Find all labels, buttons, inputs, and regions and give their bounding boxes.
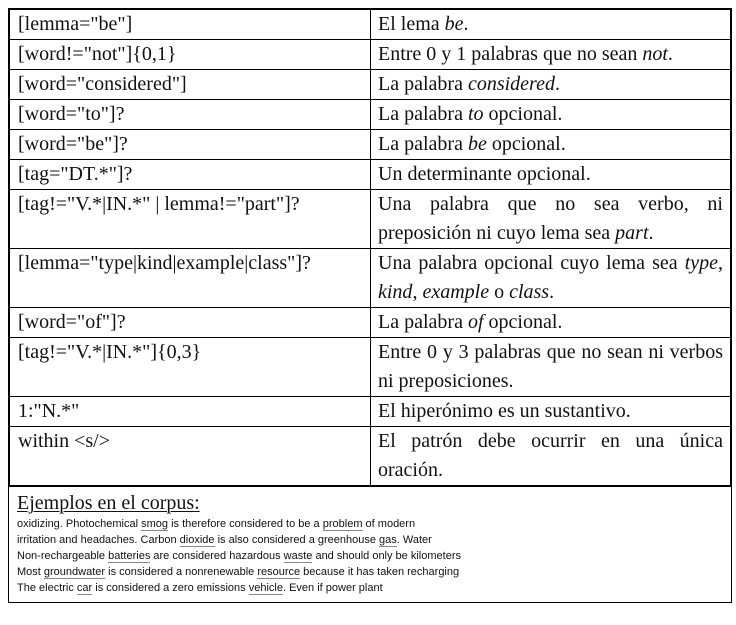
italic-term: to (467, 103, 484, 125)
description-text: El hiperónimo es un sustantivo. (378, 400, 631, 422)
example-line (17, 532, 723, 548)
description-text: Entre 0 y 1 palabras que no sean (378, 43, 643, 65)
description-cell (371, 160, 731, 190)
rules-table (9, 9, 731, 486)
pattern-cell: 1:"N.*" (10, 397, 371, 427)
description-text: Una palabra que no sea verbo, ni preposición ni cuyo lema sea (378, 193, 723, 244)
description-text: El patrón debe ocurrir en una única oración. (378, 430, 723, 481)
highlighted-term: car (76, 582, 93, 594)
pattern-cell: within <s/> (10, 427, 371, 486)
italic-term: be (444, 13, 464, 35)
italic-term: class (509, 281, 550, 303)
rule-row (10, 70, 731, 100)
description-text: Entre 0 y 3 palabras que no sean ni verbos ni preposiciones. (378, 341, 723, 392)
description-text: La palabra (378, 311, 468, 333)
description-text: . (554, 73, 560, 95)
rule-row (10, 338, 731, 397)
description-text: o (489, 281, 510, 303)
description-text: opcional. (486, 133, 566, 155)
description-text: El lema (378, 13, 445, 35)
description-text: Una palabra opcional cuyo lema sea (378, 252, 685, 274)
italic-term: be (467, 133, 487, 155)
highlighted-term: gas (379, 534, 397, 546)
example-line (17, 564, 723, 580)
description-cell (371, 70, 731, 100)
italic-term: kind (378, 281, 413, 303)
example-text: The electric (17, 582, 77, 594)
description-cell (371, 40, 731, 70)
rules-body (10, 10, 731, 486)
description-cell (371, 10, 731, 40)
description-cell (371, 397, 731, 427)
example-text: is therefore considered to be a (168, 518, 323, 530)
example-text: is considered a nonrenewable (105, 566, 258, 578)
description-cell (371, 308, 731, 338)
italic-term: considered (467, 73, 555, 95)
description-text: La palabra (378, 133, 468, 155)
description-cell (371, 427, 731, 486)
description-text: . (667, 43, 673, 65)
pattern-cell: [word="to"]? (10, 100, 371, 130)
rule-row (10, 397, 731, 427)
example-text: is considered a zero emissions (92, 582, 249, 594)
highlighted-term: vehicle (248, 582, 283, 594)
rule-row (10, 100, 731, 130)
example-text: of modern (362, 518, 416, 530)
example-text: is also considered a greenhouse (214, 534, 380, 546)
rule-row (10, 160, 731, 190)
highlighted-term: groundwater (43, 566, 106, 578)
description-cell (371, 249, 731, 308)
italic-term: not (642, 43, 668, 65)
pattern-cell: [word!="not"]{0,1} (10, 40, 371, 70)
highlighted-term: dioxide (179, 534, 215, 546)
pattern-cell: [lemma="be"] (10, 10, 371, 40)
example-text: Non-rechargeable (17, 550, 109, 562)
description-cell (371, 190, 731, 249)
example-text: are considered hazardous (150, 550, 284, 562)
pattern-cell: [word="be"]? (10, 130, 371, 160)
pattern-cell: [tag!="V.*|IN.*"]{0,3} (10, 338, 371, 397)
highlighted-term: waste (283, 550, 313, 562)
example-line (17, 516, 723, 532)
description-text: . (648, 222, 654, 244)
description-text: opcional. (483, 103, 563, 125)
rule-row (10, 190, 731, 249)
rule-row (10, 249, 731, 308)
examples-lines (17, 516, 723, 596)
italic-term: type (684, 252, 718, 274)
description-text: . (549, 281, 555, 303)
rule-row (10, 130, 731, 160)
italic-term: example (422, 281, 490, 303)
description-cell (371, 100, 731, 130)
example-text: oxidizing. Photochemical (17, 518, 142, 530)
example-text: irritation and headaches. Carbon (17, 534, 180, 546)
examples-title: Ejemplos en el corpus: (17, 492, 200, 514)
description-text: , (412, 281, 423, 303)
description-text: Un determinante opcional. (378, 163, 591, 185)
pattern-cell: [lemma="type|kind|example|class"]? (10, 249, 371, 308)
example-line (17, 580, 723, 596)
corpus-examples (9, 486, 731, 602)
highlighted-term: smog (141, 518, 169, 530)
description-text: La palabra (378, 73, 468, 95)
italic-term: part (615, 222, 649, 244)
italic-term: of (467, 311, 484, 333)
pattern-cell: [word="considered"] (10, 70, 371, 100)
description-text: , (718, 252, 723, 274)
rule-row (10, 10, 731, 40)
highlighted-term: problem (322, 518, 363, 530)
pattern-cell: [tag!="V.*|IN.*" | lemma!="part"]? (10, 190, 371, 249)
description-text: opcional. (483, 311, 563, 333)
description-cell (371, 130, 731, 160)
description-text: . (463, 13, 469, 35)
description-cell (371, 338, 731, 397)
example-text: because it has taken recharging (300, 566, 460, 578)
example-text: . Even if power plant (282, 582, 383, 594)
example-text: and should only be kilometers (312, 550, 461, 562)
pattern-cell: [word="of"]? (10, 308, 371, 338)
example-line (17, 548, 723, 564)
rule-row (10, 427, 731, 486)
example-text: . Water (396, 534, 432, 546)
highlighted-term: resource (257, 566, 301, 578)
rule-row (10, 40, 731, 70)
pattern-cell: [tag="DT.*"]? (10, 160, 371, 190)
example-text: Most (17, 566, 44, 578)
rule-row (10, 308, 731, 338)
highlighted-term: batteries (108, 550, 151, 562)
description-text: La palabra (378, 103, 468, 125)
pattern-table (8, 8, 732, 603)
